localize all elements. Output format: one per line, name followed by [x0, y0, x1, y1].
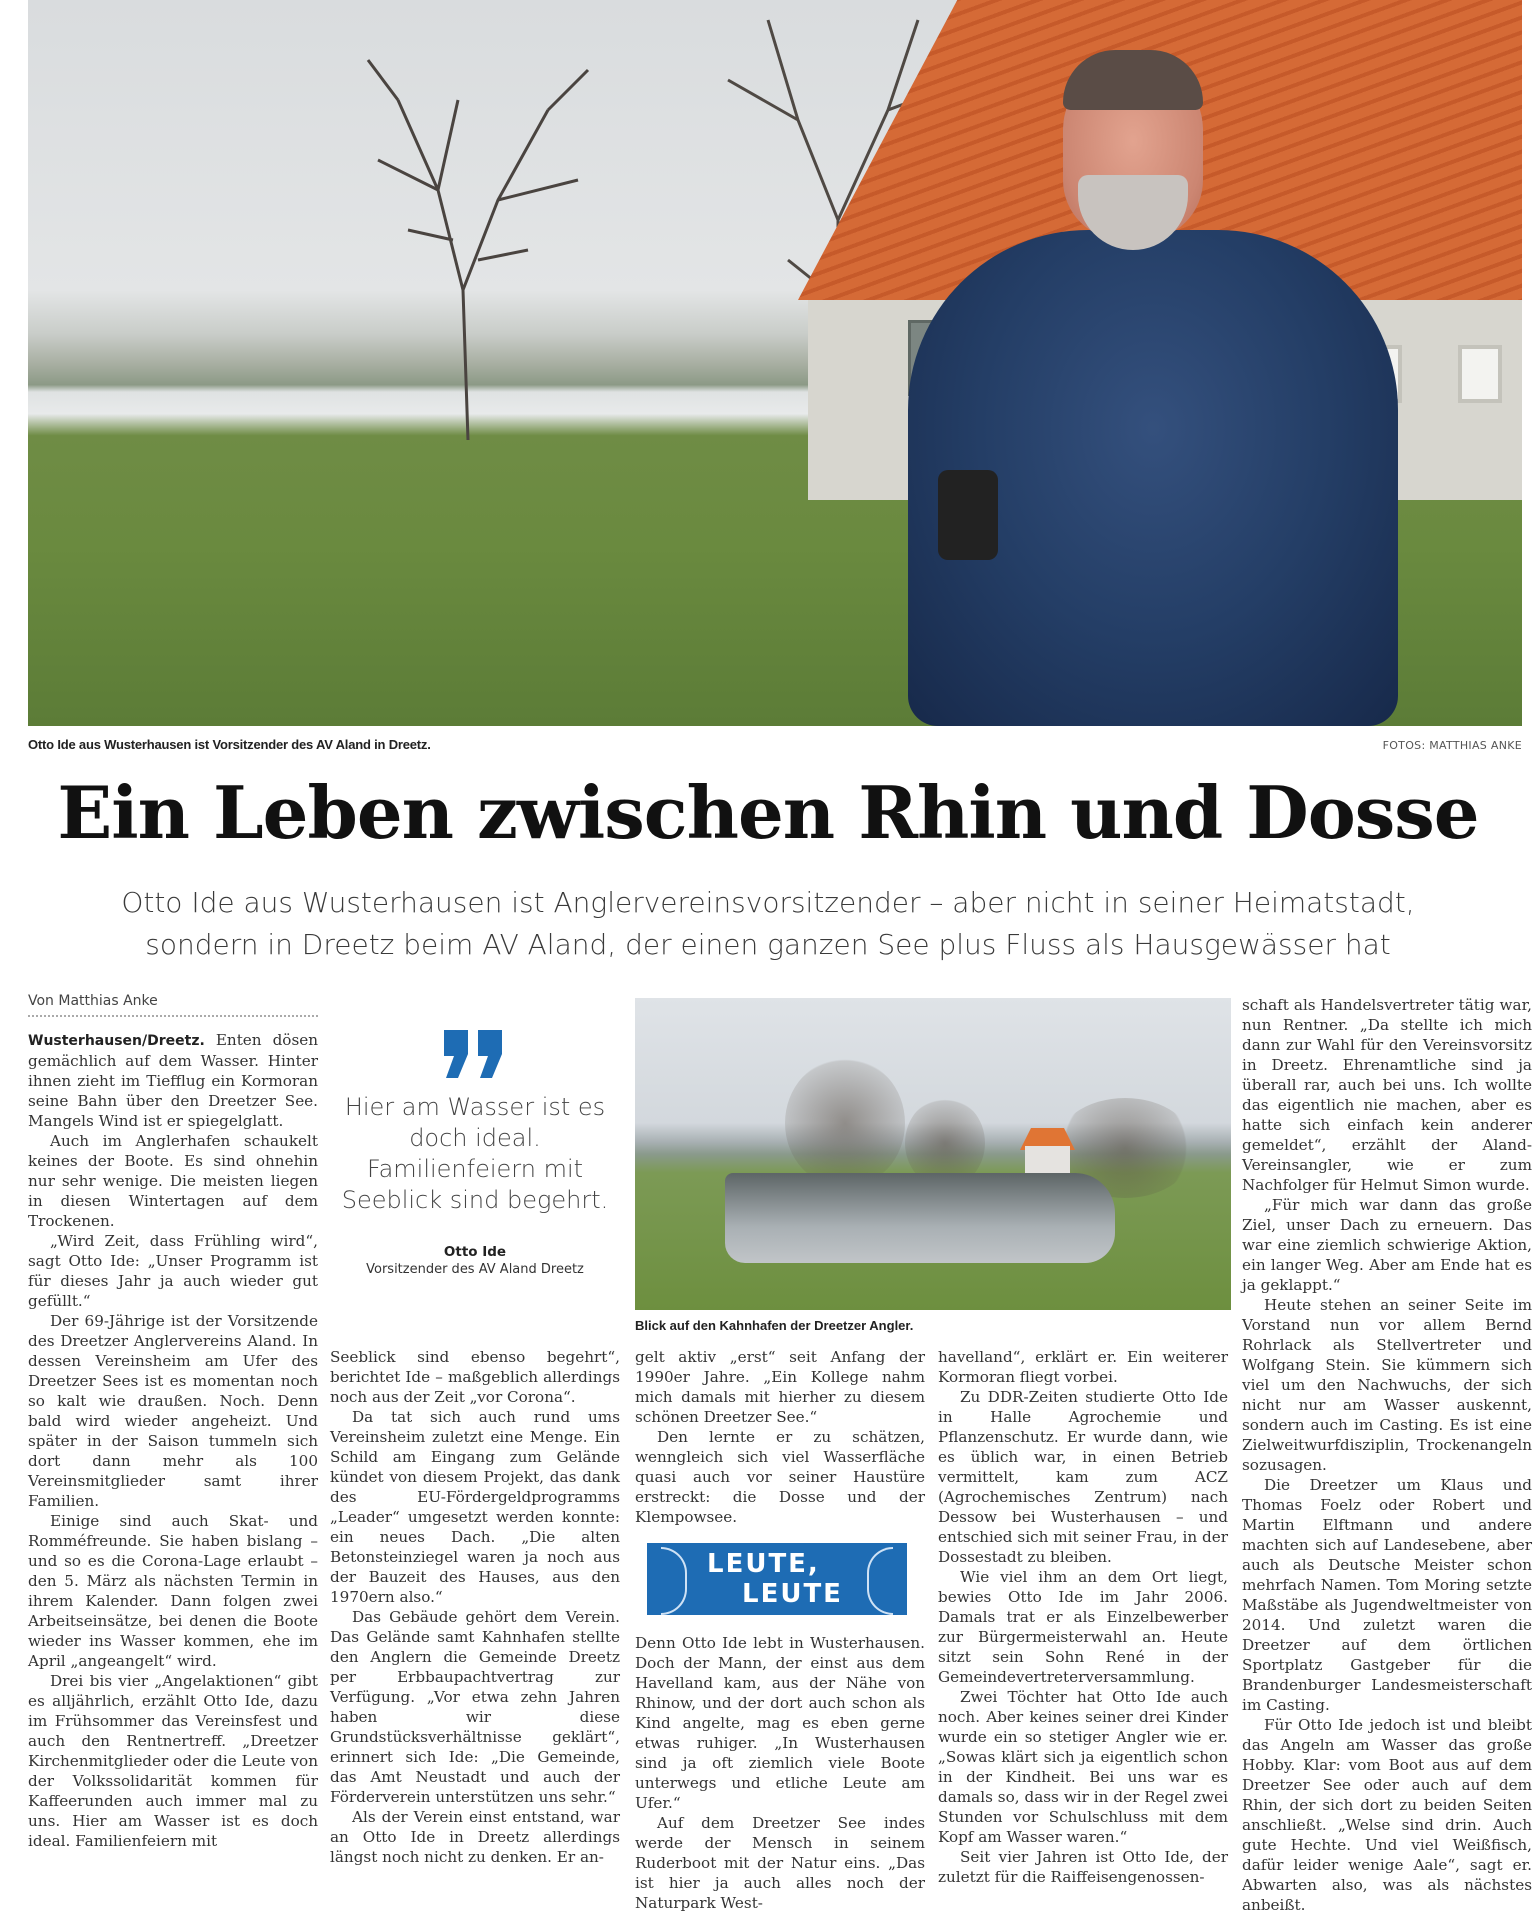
article-paragraph: Den lernte er zu schätzen, wenngleich sich viel Wasserfläche quasi auch vor seiner Haustüre erstreckt: die Dosse und der Klempowsee.	[635, 1428, 925, 1526]
article-subheadline	[0, 882, 1536, 966]
article-paragraph: Da tat sich auch rund ums Vereinsheim zuletzt eine Menge. Ein Schild am Eingang zum Gelände kündet von diesem Projekt, das dank des EU-Fördergeldprogramms „Leader“ umgesetzt werden konnte: ein neues Dach. „Die alten Betonsteinziegel waren ja noch aus der Bauzeit des Hauses, aus den 1970ern also.“	[330, 1408, 620, 1606]
article-paragraph: Einige sind auch Skat- und Romméfreunde. Sie haben bislang – und so es die Corona-Lage erlaubt – den 5. März als nächsten Termin in ihrem Kalender. Dann folgen zwei Arbeitseinsätze, bei denen die Boote wieder ins Wasser kommen, ehe im April „angeangelt“ wird.	[28, 1512, 318, 1670]
face-profile-icon	[867, 1547, 893, 1615]
quote-text: Hier am Wasser ist es doch ideal. Familienfeiern mit Seeblick sind begehrt.	[341, 1093, 609, 1214]
binoculars	[938, 470, 998, 560]
article-column-5	[1242, 995, 1532, 1915]
article-paragraph: Heute stehen an seiner Seite im Vorstand nun vor allem Bernd Rohrlack als Stellvertreter und Wolfgang Stein. Sie kümmern sich viel um den Nachwuchs, der sich nicht nur am Wasser auskennt, sondern auch im Casting. Es ist eine Zielweitwurfdisziplin, Trockenangeln sozusagen.	[1242, 1296, 1532, 1474]
article-column-3-bottom	[635, 1633, 925, 1913]
byline: Von Matthias Anke	[28, 993, 318, 1017]
article-headline: Ein Leben zwischen Rhin und Dosse	[57, 770, 1479, 855]
rubric-label-line: LEUTE,	[707, 1549, 820, 1579]
subhead-line: sondern in Dreetz beim AV Aland, der einen ganzen See plus Fluss als Hausgewässer hat	[145, 928, 1391, 961]
article-paragraph: Der 69-Jährige ist der Vorsitzende des Dreetzer Anglervereins Aland. In dessen Vereinsheim am Ufer des Dreetzer Sees ist es momentan noch so kalt wie draußen. Noch. Denn bald wird wieder angeheizt. Und später in der Saison tummeln sich dort dann mehr als 100 Vereinsmitglieder samt ihrer Familien.	[28, 1312, 318, 1510]
face-profile-icon	[661, 1547, 687, 1615]
article-column-4	[938, 1347, 1228, 1887]
harbor-photo-caption: Blick auf den Kahnhafen der Dreetzer Angler.	[635, 1318, 914, 1333]
rubric-label-line: LEUTE	[742, 1579, 843, 1609]
article-paragraph: Für Otto Ide jedoch ist und bleibt das Angeln am Wasser das große Hobby. Klar: vom Boot aus auf dem Dreetzer See oder auch auf dem Rhin, der sich dort zu beiden Seiten anschließt. „Welse sind drin. Auch gute Hechte. Und viel Weißfisch, dafür leider wenige Aale“, sagt er. Abwarten also, was als nächstes anbeißt.	[1242, 1716, 1532, 1914]
quote-author-role: Vorsitzender des AV Aland Dreetz	[366, 1262, 584, 1277]
bare-tree-illustration	[288, 40, 648, 440]
article-paragraph: „Wird Zeit, dass Frühling wird“, sagt Otto Ide: „Unser Programm ist für dieses Jahr ja auch wieder gut gefüllt.“	[28, 1232, 318, 1310]
article-column-2	[330, 1347, 620, 1867]
subhead-line: Otto Ide aus Wusterhausen ist Anglervereinsvorsitzender – aber nicht in seiner Heimatstadt,	[121, 886, 1415, 919]
article-column-3-top	[635, 1347, 925, 1527]
quote-author: Otto Ide	[443, 1244, 507, 1260]
article-paragraph: Auf dem Dreetzer See indes werde der Mensch in seinem Ruderboot mit der Natur eins. „Das ist hier ja auch alles noch der Naturpark West-	[635, 1814, 925, 1912]
article-paragraph: gelt aktiv „erst“ seit Anfang der 1990er Jahre. „Ein Kollege nahm mich damals mit hierher zu diesem schönen Dreetzer See.“	[635, 1348, 925, 1426]
article-paragraph: Wie viel ihm an dem Ort liegt, bewies Otto Ide im Jahr 2006. Damals trat er als Einzelbewerber zur Bürgermeisterwahl an. Heute sitzt sein Sohn René in der Gemeindevertreterversammlung.	[938, 1568, 1228, 1686]
article-paragraph: Wusterhausen/Dreetz. Enten dösen gemächlich auf dem Wasser. Hinter ihnen zieht im Tiefflug ein Kormoran seine Bahn über den Dreetzer See. Mangels Wind ist er spiegelglatt.	[28, 1031, 319, 1130]
hero-photo-caption: Otto Ide aus Wusterhausen ist Vorsitzender des AV Aland in Dreetz.	[28, 737, 431, 752]
article-paragraph: Denn Otto Ide lebt in Wusterhausen. Doch der Mann, der einst aus dem Havelland kam, aus der Nähe von Rhinow, und der dort auch schon als Kind angelte, mag es eben gerne etwas ruhiger. „In Wusterhausen sind ja oft ziemlich viele Boote unterwegs und etliche Leute am Ufer.“	[635, 1634, 925, 1812]
house-window	[1458, 345, 1502, 403]
article-column-1	[28, 1030, 318, 1851]
hero-photo	[28, 0, 1522, 726]
article-paragraph: havelland“, erklärt er. Ein weiterer Kormoran fliegt vorbei.	[938, 1348, 1228, 1386]
article-paragraph: Seeblick sind ebenso begehrt“, berichtet Ide – maßgeblich allerdings noch aus der Zeit „vor Corona“.	[330, 1348, 620, 1406]
article-paragraph: Seit vier Jahren ist Otto Ide, der zuletzt für die Raiffeisengenossen-	[938, 1848, 1228, 1886]
article-paragraph: „Für mich war dann das große Ziel, unser Dach zu erneuern. Das war eine ziemlich schwierige Aktion, ein langer Weg. Aber am Ende hat es ja geklappt.“	[1242, 1196, 1532, 1294]
article-paragraph: Die Dreetzer um Klaus und Thomas Foelz oder Robert und Martin Elftmann und andere machten sich auf Landesebene, aber auch als Deutsche Meister schon mehrfach Namen. Tom Moring setzte Maßstäbe als Jugendweltmeister von 2014. Und zuletzt waren die Dreetzer auf dem örtlichen Sportplatz Gastgeber für die Brandenburger Landesmeisterschaft im Casting.	[1242, 1476, 1532, 1714]
article-paragraph: Drei bis vier „Angelaktionen“ gibt es alljährlich, erzählt Otto Ide, dazu im Frühsommer das Vereinsfest und auch den Rentnertreff. „Dreetzer Kirchenmitglieder oder die Leute von der Volkssolidarität kommen für Kaffeerunden auch immer mal zu uns. Hier am Wasser ist es doch ideal. Familienfeiern mit	[28, 1672, 318, 1850]
leute-leute-rubric	[647, 1543, 907, 1615]
article-paragraph: schaft als Handelsvertreter tätig war, nun Rentner. „Da stellte ich mich dann zur Wahl für den Vereinsvorsitz in Dreetz. Ehrenamtliche sind ja überall rar, auch bei uns. Ich wollte das eigentlich nie machen, aber es hatte sich einfach kein anderer gemeldet“, erzählt der Aland-Vereinsangler, wie er zum Nachfolger für Helmut Simon wurde.	[1242, 996, 1532, 1194]
harbor-pond	[725, 1173, 1115, 1263]
tree	[785, 1058, 905, 1188]
article-paragraph: Zwei Töchter hat Otto Ide auch noch. Aber keines seiner drei Kinder wurde ein so stetiger Angler wie er. „Sowas klärt sich ja eigentlich schon in der Kindheit. Bei uns war es damals so, dass wir in der Regel zwei Stunden vor Schulschluss mit dem Kopf am Wasser waren.“	[938, 1688, 1228, 1846]
article-paragraph: Als der Verein einst entstand, war an Otto Ide in Dreetz allerdings längst noch nicht zu denken. Er an-	[330, 1808, 620, 1866]
article-paragraph: Auch im Anglerhafen schaukelt keines der Boote. Es sind ohnehin nur sehr wenige. Die meisten liegen in diesen Wintertagen auf dem Trockenen.	[28, 1132, 318, 1230]
quote-mark-icon	[330, 1020, 620, 1080]
article-paragraph: Das Gebäude gehört dem Verein. Das Gelände samt Kahnhafen stellte den Anglern die Gemeinde Dreetz per Erbbaupachtvertrag zur Verfügung. „Vor etwa zehn Jahren haben wir diese Grundstücksverhältnisse geklärt“, erinnert sich Ide: „Die Gemeinde, das Amt Neustadt und auch der Förderverein unterstützen uns sehr.“	[330, 1608, 620, 1806]
quote-mark-icon-svg	[440, 1026, 510, 1086]
photo-credit: FOTOS: MATTHIAS ANKE	[1382, 739, 1522, 752]
harbor-photo	[635, 998, 1231, 1310]
pull-quote	[330, 1020, 620, 1277]
article-paragraph: Zu DDR-Zeiten studierte Otto Ide in Halle Agrochemie und Pflanzenschutz. Er wurde dann, wie es üblich war, in einen Betrieb vermittelt, kam zum ACZ (Agrochemisches Zentrum) nach Dessow bei Wusterhausen – und entschied sich mit seiner Frau, in der Dossestadt zu bleiben.	[938, 1388, 1228, 1566]
dateline: Wusterhausen/Dreetz.	[28, 1033, 205, 1049]
